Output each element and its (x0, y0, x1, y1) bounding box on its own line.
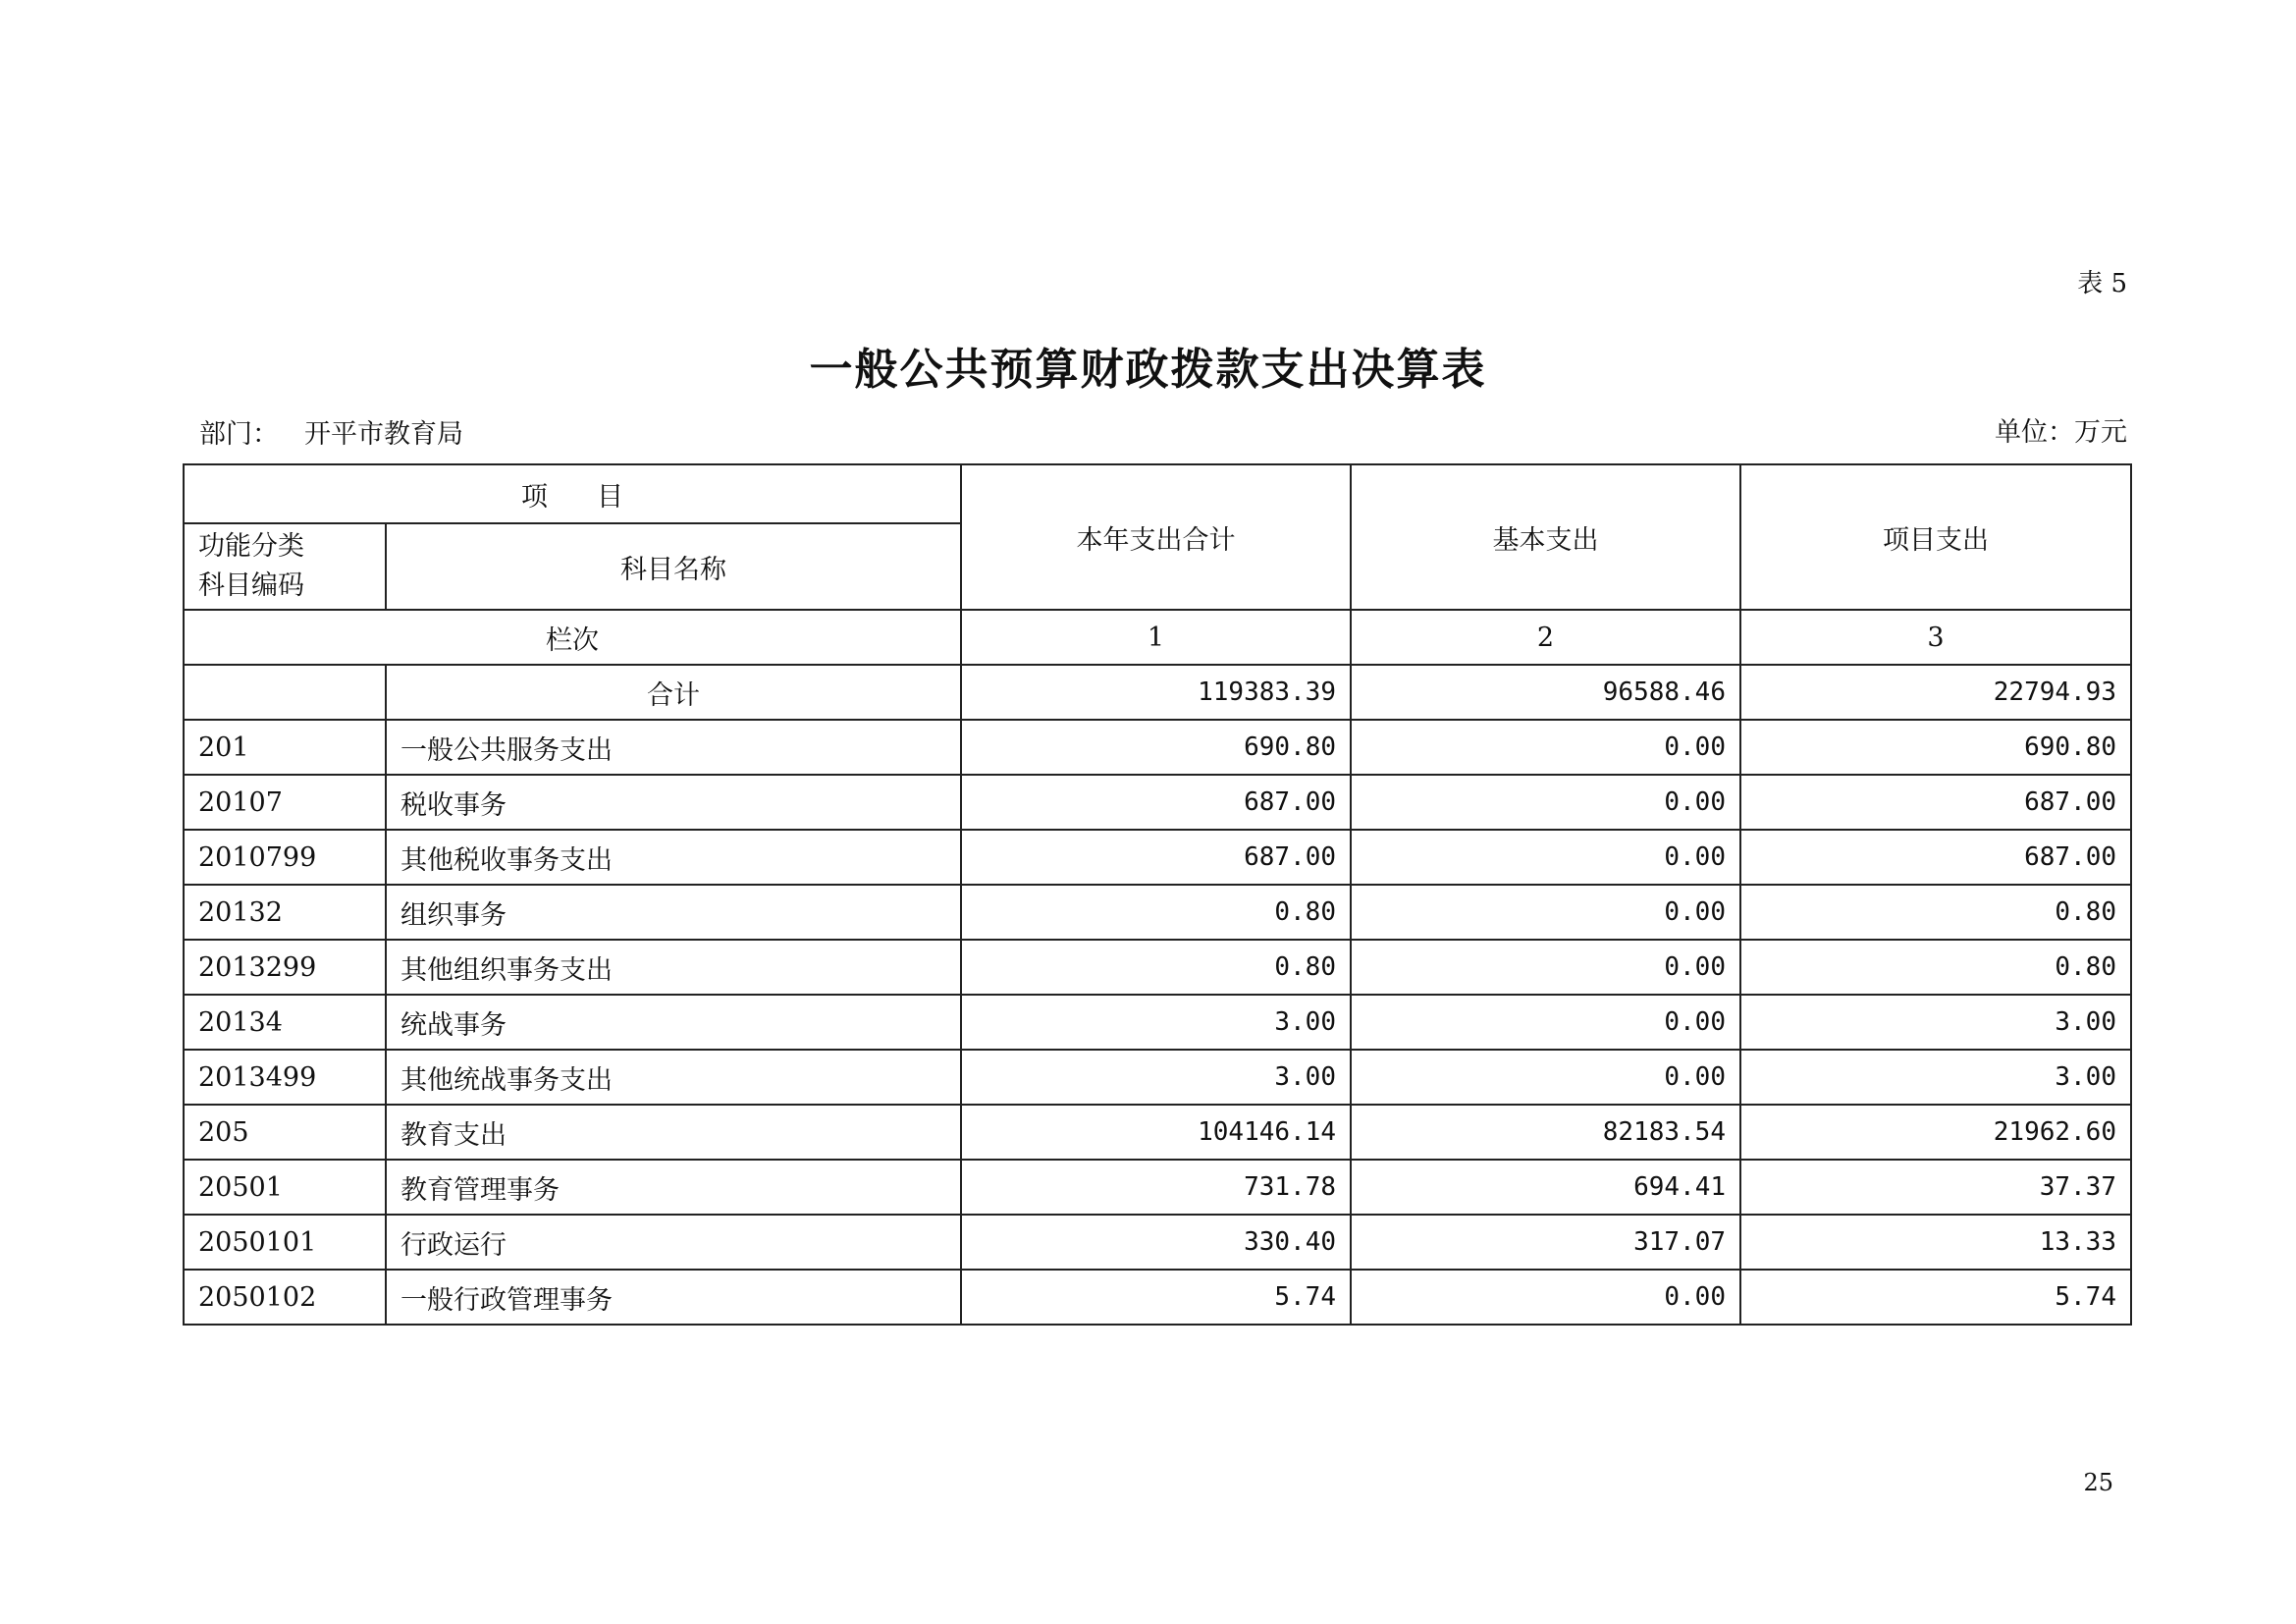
row-name: 税收事务 (386, 775, 961, 830)
table-row (184, 830, 2131, 885)
total-code (184, 665, 386, 720)
row-code: 2013299 (184, 940, 386, 995)
row-total: 5.74 (961, 1270, 1351, 1325)
table-row (184, 995, 2131, 1050)
total-amount: 119383.39 (961, 665, 1351, 720)
row-name: 一般公共服务支出 (386, 720, 961, 775)
row-basic: 82183.54 (1351, 1105, 1740, 1160)
row-code: 20107 (184, 775, 386, 830)
row-code: 20134 (184, 995, 386, 1050)
row-project: 687.00 (1740, 775, 2131, 830)
header-code: 功能分类 科目编码 (184, 523, 386, 610)
row-basic: 0.00 (1351, 830, 1740, 885)
row-basic: 0.00 (1351, 885, 1740, 940)
row-name: 其他统战事务支出 (386, 1050, 961, 1105)
row-name: 统战事务 (386, 995, 961, 1050)
page-title: 一般公共预算财政拨款支出决算表 (809, 345, 1487, 395)
header-col-project: 项目支出 (1740, 464, 2131, 610)
row-name: 教育管理事务 (386, 1160, 961, 1215)
row-total: 731.78 (961, 1160, 1351, 1215)
row-total: 687.00 (961, 775, 1351, 830)
row-project: 0.80 (1740, 940, 2131, 995)
row-total: 0.80 (961, 885, 1351, 940)
row-basic: 0.00 (1351, 995, 1740, 1050)
row-total: 3.00 (961, 995, 1351, 1050)
row-code: 2050101 (184, 1215, 386, 1270)
header-row-1 (184, 464, 2131, 523)
column-number-1: 1 (961, 610, 1351, 665)
row-project: 3.00 (1740, 995, 2131, 1050)
row-basic: 0.00 (1351, 1050, 1740, 1105)
row-project: 37.37 (1740, 1160, 2131, 1215)
table-row (184, 940, 2131, 995)
row-total: 0.80 (961, 940, 1351, 995)
row-project: 5.74 (1740, 1270, 2131, 1325)
row-code: 20132 (184, 885, 386, 940)
column-number-row (184, 610, 2131, 665)
department-label: 部门： (199, 419, 279, 450)
row-total: 330.40 (961, 1215, 1351, 1270)
table-row (184, 885, 2131, 940)
row-name: 其他税收事务支出 (386, 830, 961, 885)
table-row (184, 775, 2131, 830)
row-name: 其他组织事务支出 (386, 940, 961, 995)
department-line (199, 412, 463, 451)
row-code: 2050102 (184, 1270, 386, 1325)
row-name: 组织事务 (386, 885, 961, 940)
header-subject-name: 科目名称 (386, 523, 961, 610)
row-code: 205 (184, 1105, 386, 1160)
row-code: 2013499 (184, 1050, 386, 1105)
row-basic: 0.00 (1351, 720, 1740, 775)
row-basic: 0.00 (1351, 775, 1740, 830)
budget-table (183, 463, 2132, 1326)
row-project: 13.33 (1740, 1215, 2131, 1270)
row-code: 201 (184, 720, 386, 775)
total-project: 22794.93 (1740, 665, 2131, 720)
total-label: 合计 (386, 665, 961, 720)
table-number: 表 5 (2077, 269, 2127, 298)
table-row (184, 1270, 2131, 1325)
header-col-total: 本年支出合计 (961, 464, 1351, 610)
total-basic: 96588.46 (1351, 665, 1740, 720)
row-total: 690.80 (961, 720, 1351, 775)
department-name: 开平市教育局 (304, 419, 463, 450)
column-number-2: 2 (1351, 610, 1740, 665)
column-number-3: 3 (1740, 610, 2131, 665)
table-row (184, 720, 2131, 775)
header-col-basic: 基本支出 (1351, 464, 1740, 610)
row-basic: 694.41 (1351, 1160, 1740, 1215)
column-number-label: 栏次 (184, 610, 961, 665)
row-basic: 0.00 (1351, 1270, 1740, 1325)
total-row (184, 665, 2131, 720)
row-total: 104146.14 (961, 1105, 1351, 1160)
page-number: 25 (2083, 1469, 2113, 1496)
row-code: 2010799 (184, 830, 386, 885)
table-row (184, 1050, 2131, 1105)
table-row (184, 1160, 2131, 1215)
row-project: 0.80 (1740, 885, 2131, 940)
table-row (184, 1105, 2131, 1160)
unit-label: 单位：万元 (1995, 417, 2127, 448)
row-basic: 317.07 (1351, 1215, 1740, 1270)
table-row (184, 1215, 2131, 1270)
row-code: 20501 (184, 1160, 386, 1215)
row-project: 687.00 (1740, 830, 2131, 885)
row-project: 3.00 (1740, 1050, 2131, 1105)
header-item: 项 目 (184, 464, 961, 523)
row-name: 教育支出 (386, 1105, 961, 1160)
row-name: 行政运行 (386, 1215, 961, 1270)
row-project: 21962.60 (1740, 1105, 2131, 1160)
row-total: 687.00 (961, 830, 1351, 885)
row-total: 3.00 (961, 1050, 1351, 1105)
row-project: 690.80 (1740, 720, 2131, 775)
row-name: 一般行政管理事务 (386, 1270, 961, 1325)
row-basic: 0.00 (1351, 940, 1740, 995)
